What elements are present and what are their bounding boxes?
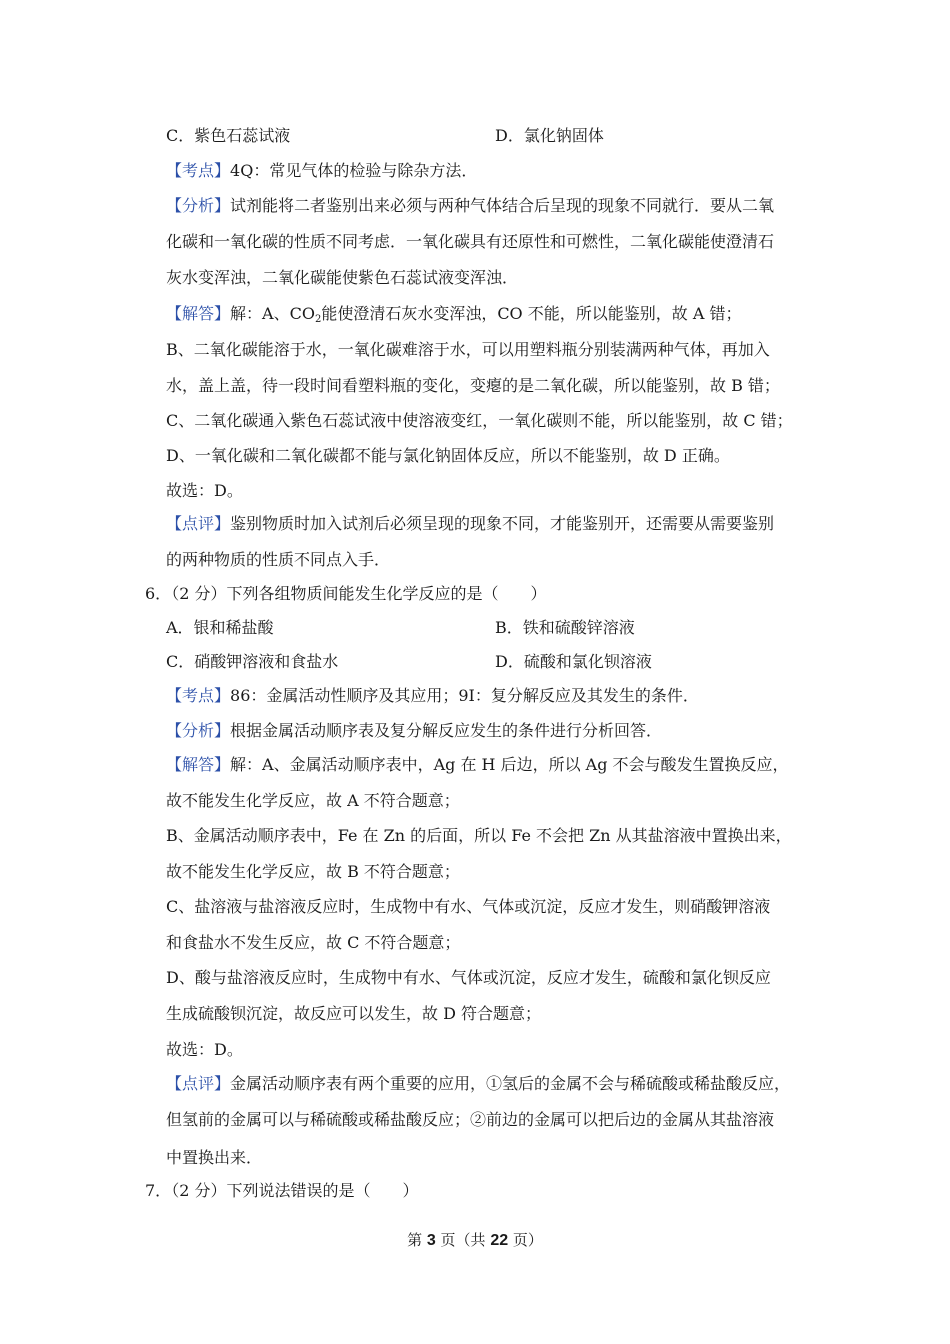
q6-dianping xyxy=(166,1074,790,1094)
option-b: B．铁和硫酸锌溶液 xyxy=(495,618,635,637)
jieda-text-post: 能使澄清石灰水变浑浊，CO 不能，所以能鉴别，故 A 错； xyxy=(321,304,742,323)
q5-dianping xyxy=(166,514,774,534)
jieda-line: D、一氧化碳和二氧化碳都不能与氯化钠固体反应，所以不能鉴别，故 D 正确。 xyxy=(166,446,730,465)
jieda-line: 故选：D。 xyxy=(166,1040,243,1059)
option-c: C．紫色石蕊试液 xyxy=(166,126,291,145)
jieda-line: B、二氧化碳能溶于水，一氧化碳难溶于水，可以用塑料瓶分别装满两种气体，再加入 xyxy=(166,340,770,359)
q6-fenxi xyxy=(166,721,662,741)
jieda-line: C、二氧化碳通入紫色石蕊试液中使溶液变红，一氧化碳则不能，所以能鉴别，故 C 错； xyxy=(166,411,793,430)
jieda-line: D、酸与盐溶液反应时，生成物中有水、气体或沉淀，反应才发生，硫酸和氯化钡反应 xyxy=(166,968,771,987)
jieda-tag: 【解答】 xyxy=(166,304,231,323)
kaodian-tag: 【考点】 xyxy=(166,686,231,705)
fenxi-tag: 【分析】 xyxy=(166,196,231,215)
kaodian-text: 86：金属活动性顺序及其应用；9I：复分解反应及其发生的条件． xyxy=(230,686,699,705)
dianping-line: 但氢前的金属可以与稀硫酸或稀盐酸反应；②前边的金属可以把后边的金属从其盐溶液 xyxy=(166,1110,775,1129)
dianping-line: 鉴别物质时加入试剂后必须呈现的现象不同，才能鉴别开，还需要从需要鉴别 xyxy=(230,514,775,533)
option-a: A．银和稀盐酸 xyxy=(166,618,274,637)
option-c: C．硝酸钾溶液和食盐水 xyxy=(166,652,339,671)
question-number: 6． xyxy=(145,584,172,603)
q6-kaodian xyxy=(166,686,699,706)
page-footer xyxy=(0,1230,950,1251)
q5-fenxi xyxy=(166,196,774,216)
subscript: 2 xyxy=(314,314,322,325)
q5-jieda xyxy=(166,304,742,324)
dianping-tag: 【点评】 xyxy=(166,1074,231,1093)
jieda-line: 水，盖上盖，待一段时间看塑料瓶的变化，变瘪的是二氧化碳，所以能鉴别，故 B 错； xyxy=(166,376,780,395)
question-number: 7． xyxy=(145,1181,172,1200)
footer-post: 页） xyxy=(508,1231,543,1249)
jieda-text-pre: 解：A、CO xyxy=(230,304,315,323)
kaodian-text: 4Q：常见气体的检验与除杂方法． xyxy=(230,161,478,180)
fenxi-line: 灰水变浑浊，二氧化碳能使紫色石蕊试液变浑浊． xyxy=(166,268,519,287)
footer-mid: 页（共 xyxy=(435,1231,491,1249)
option-d: D．氯化钠固体 xyxy=(495,126,604,145)
dianping-tag: 【点评】 xyxy=(166,514,231,533)
jieda-tag: 【解答】 xyxy=(166,755,231,774)
kaodian-tag: 【考点】 xyxy=(166,161,231,180)
jieda-text: 解：A、金属活动顺序表中，Ag 在 H 后边，所以 Ag 不会与酸发生置换反应， xyxy=(230,755,789,774)
total-pages: 22 xyxy=(490,1232,509,1249)
dianping-line: 金属活动顺序表有两个重要的应用，①氢后的金属不会与稀硫酸或稀盐酸反应， xyxy=(230,1074,791,1093)
jieda-line: C、盐溶液与盐溶液反应时，生成物中有水、气体或沉淀，反应才发生，则硝酸钾溶液 xyxy=(166,897,771,916)
dianping-line: 中置换出来． xyxy=(166,1148,263,1167)
jieda-line: 故不能发生化学反应，故 A 不符合题意； xyxy=(166,791,460,810)
jieda-line: 故选：D。 xyxy=(166,481,243,500)
fenxi-tag: 【分析】 xyxy=(166,721,231,740)
option-d: D．硫酸和氯化钡溶液 xyxy=(495,652,652,671)
q6-jieda xyxy=(166,755,789,775)
jieda-line: 生成硫酸钡沉淀，故反应可以发生，故 D 符合题意； xyxy=(166,1004,542,1023)
question-stem: （2 分）下列各组物质间能发生化学反应的是（ ） xyxy=(171,584,547,603)
fenxi-line: 化碳和一氧化碳的性质不同考虑．一氧化碳具有还原性和可燃性，二氧化碳能使澄清石 xyxy=(166,232,775,251)
fenxi-line: 试剂能将二者鉴别出来必须与两种气体结合后呈现的现象不同就行．要从二氧 xyxy=(230,196,775,215)
dianping-line: 的两种物质的性质不同点入手． xyxy=(166,550,391,569)
q7-stem xyxy=(145,1181,418,1201)
page-number: 3 xyxy=(426,1232,436,1249)
jieda-line: 和食盐水不发生反应，故 C 不符合题意； xyxy=(166,933,461,952)
fenxi-text: 根据金属活动顺序表及复分解反应发生的条件进行分析回答． xyxy=(230,721,663,740)
jieda-line: 故不能发生化学反应，故 B 不符合题意； xyxy=(166,862,460,881)
jieda-line: B、金属活动顺序表中，Fe 在 Zn 的后面，所以 Fe 不会把 Zn 从其盐溶液中置换出来， xyxy=(166,826,792,845)
q5-kaodian xyxy=(166,161,477,181)
question-stem: （2 分）下列说法错误的是（ ） xyxy=(171,1181,419,1200)
footer-pre: 第 xyxy=(407,1231,427,1249)
q6-stem xyxy=(145,584,546,604)
